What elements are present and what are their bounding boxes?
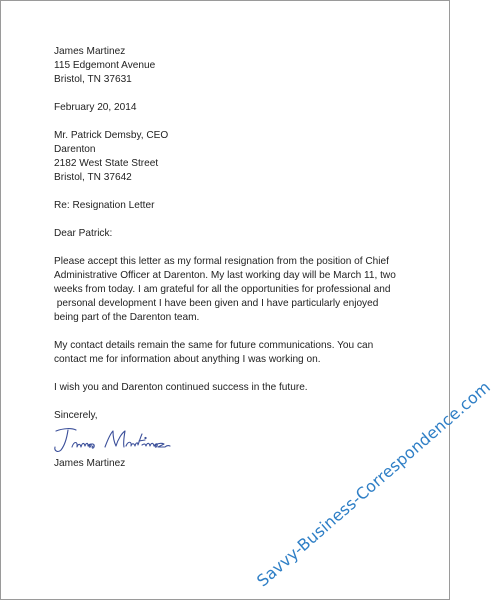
typed-signature bbox=[54, 457, 414, 471]
sender-name: James Martinez bbox=[54, 46, 126, 57]
body-paragraph-1 bbox=[54, 255, 414, 325]
body-paragraph-3 bbox=[54, 381, 414, 395]
salutation-text: Dear Patrick: bbox=[54, 228, 113, 239]
paragraph-line: being part of the Darenton team. bbox=[54, 312, 200, 323]
sender-city: Bristol, TN 37631 bbox=[54, 74, 132, 85]
salutation bbox=[54, 227, 414, 241]
paragraph-line: I wish you and Darenton continued success in the future. bbox=[54, 382, 308, 393]
signature-icon bbox=[50, 425, 200, 457]
date-text: February 20, 2014 bbox=[54, 102, 137, 113]
recipient-street: 2182 West State Street bbox=[54, 158, 159, 169]
closing bbox=[54, 409, 414, 423]
watermark-text: Savvy-Business-Correspondence.com bbox=[253, 377, 494, 591]
sender-address bbox=[54, 45, 414, 87]
paragraph-line: contact me for information about anything I was working on. bbox=[54, 354, 321, 365]
recipient-company: Darenton bbox=[54, 144, 96, 155]
body-paragraph-2 bbox=[54, 339, 414, 367]
paragraph-line: Administrative Officer at Darenton. My last working day will be March 11, two bbox=[54, 270, 396, 281]
signature-name: James Martinez bbox=[54, 458, 126, 469]
recipient-city: Bristol, TN 37642 bbox=[54, 172, 132, 183]
subject-text: Re: Resignation Letter bbox=[54, 200, 155, 211]
handwritten-signature bbox=[54, 425, 414, 457]
letter-date bbox=[54, 101, 414, 115]
paragraph-line: My contact details remain the same for future communications. You can bbox=[54, 340, 374, 351]
subject-line bbox=[54, 199, 414, 213]
paragraph-line: personal development I have been given and I have particularly enjoyed bbox=[54, 298, 379, 309]
sender-street: 115 Edgemont Avenue bbox=[54, 60, 156, 71]
recipient-name: Mr. Patrick Demsby, CEO bbox=[54, 130, 169, 141]
letter-content bbox=[54, 45, 414, 471]
paragraph-line: Please accept this letter as my formal resignation from the position of Chief bbox=[54, 256, 389, 267]
paragraph-line: weeks from today. I am grateful for all the opportunities for professional and bbox=[54, 284, 391, 295]
closing-text: Sincerely, bbox=[54, 410, 98, 421]
recipient-address bbox=[54, 129, 414, 185]
